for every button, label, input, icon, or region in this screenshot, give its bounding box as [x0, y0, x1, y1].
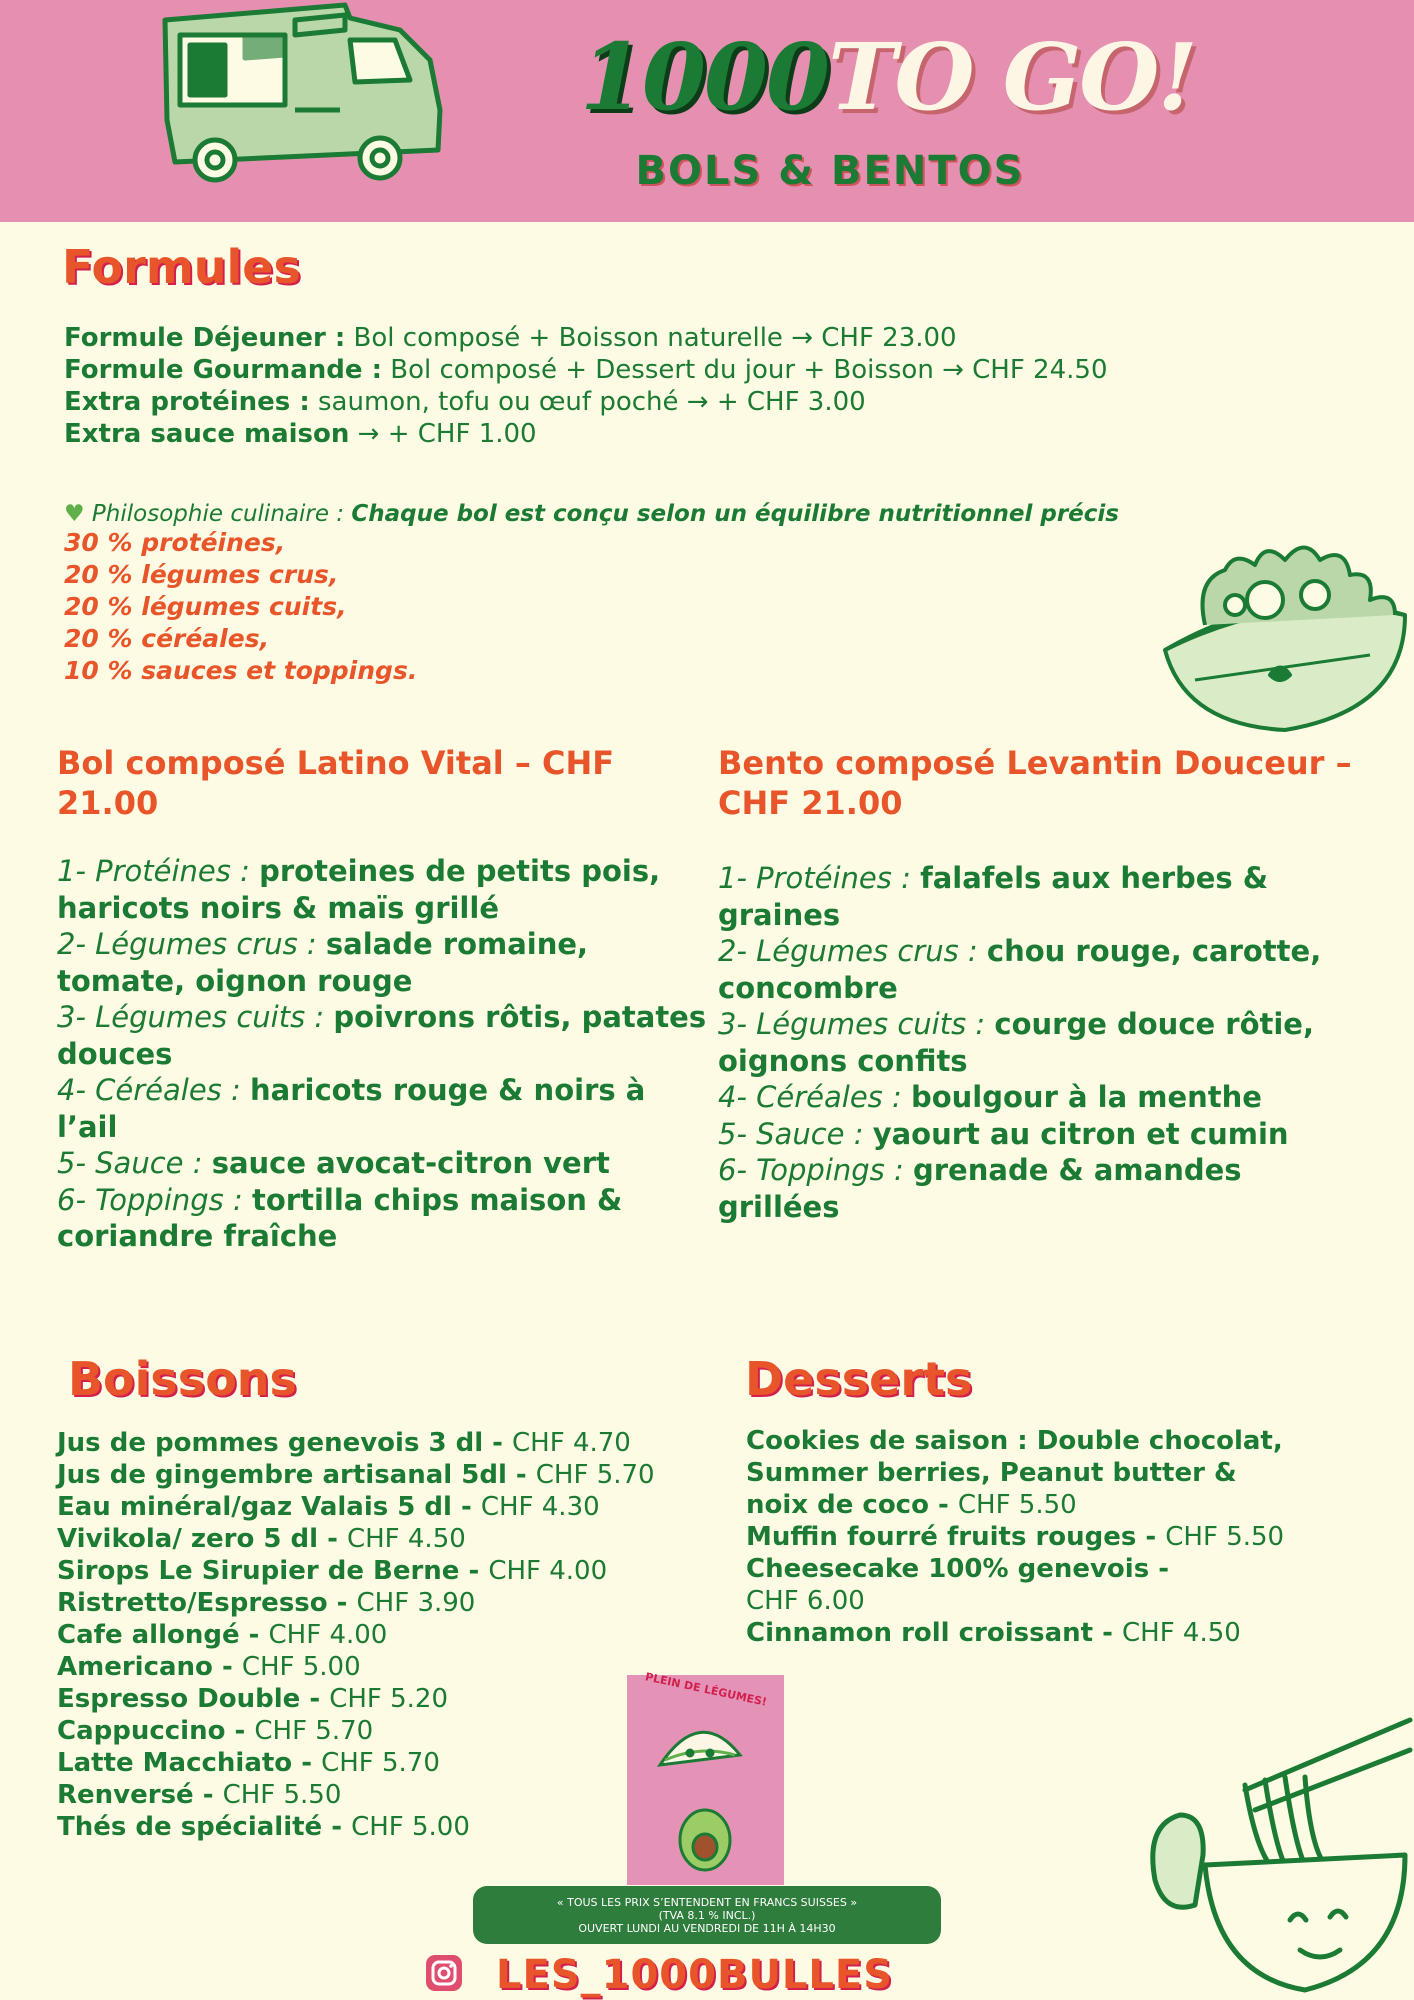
percentage-line: 10 % sauces et toppings. — [64, 656, 418, 685]
footer-line: (TVA 8.1 % INCL.) — [658, 1909, 756, 1922]
formule-line: Formule Déjeuner : Bol composé + Boisson naturelle → CHF 23.00 — [64, 323, 957, 353]
list-item: Vivikola/ zero 5 dl - CHF 4.50 — [57, 1524, 466, 1554]
dessert-line: Muffin fourré fruits rouges - CHF 5.50 — [746, 1522, 1285, 1552]
dessert-line: Summer berries, Peanut butter & — [746, 1458, 1237, 1488]
list-item: 5- Sauce : sauce avocat-citron vert — [57, 1146, 610, 1180]
list-item: Espresso Double - CHF 5.20 — [57, 1684, 449, 1714]
logo-part-2: TO GO! — [828, 23, 1196, 131]
list-item: Sirops Le Sirupier de Berne - CHF 4.00 — [57, 1556, 608, 1586]
dessert-line: noix de coco - CHF 5.50 — [746, 1490, 1077, 1520]
list-item: Americano - CHF 5.00 — [57, 1652, 361, 1682]
list-item: Ristretto/Espresso - CHF 3.90 — [57, 1588, 476, 1618]
tagline: BOLS & BENTOS — [635, 148, 1025, 194]
percentage-line: 20 % céréales, — [64, 624, 270, 653]
formule-line: Extra protéines : saumon, tofu ou œuf poché → + CHF 3.00 — [64, 387, 866, 417]
philosophy-line: ♥ Philosophie culinaire : Chaque bol est conçu selon un équilibre nutritionnel précis — [64, 501, 1119, 527]
desserts-list — [746, 1425, 1346, 1649]
dessert-line: Cinnamon roll croissant - CHF 4.50 — [746, 1618, 1241, 1648]
logo-part-1: 1000 — [580, 23, 829, 131]
list-item: 2- Légumes crus : chou rouge, carotte, concombre — [718, 934, 1322, 1005]
list-item: Renversé - CHF 5.50 — [57, 1780, 342, 1810]
bowl1-list — [57, 853, 707, 1255]
list-item: Cafe allongé - CHF 4.00 — [57, 1620, 388, 1650]
list-item: 4- Céréales : haricots rouge & noirs à l’ail — [57, 1073, 646, 1144]
list-item: Cappuccino - CHF 5.70 — [57, 1716, 374, 1746]
percentage-line: 20 % légumes crus, — [64, 560, 339, 589]
footer-notice — [473, 1886, 941, 1944]
list-item: 4- Céréales : boulgour à la menthe — [718, 1080, 1262, 1114]
formule-line: Extra sauce maison → + CHF 1.00 — [64, 419, 537, 449]
instagram-handle[interactable]: LES_1000BULLES — [496, 1952, 894, 1998]
list-item: Latte Macchiato - CHF 5.70 — [57, 1748, 440, 1778]
formule-line: Formule Gourmande : Bol composé + Dessert du jour + Boisson → CHF 24.50 — [64, 355, 1108, 385]
food-truck-icon — [145, 0, 455, 195]
list-item: 2- Légumes crus : salade romaine, tomate, oignon rouge — [57, 927, 589, 998]
dessert-line: Cookies de saison : Double chocolat, — [746, 1426, 1283, 1456]
percentage-line: 20 % légumes cuits, — [64, 592, 347, 621]
dessert-line: CHF 6.00 — [746, 1586, 865, 1616]
dessert-line: Cheesecake 100% genevois - — [746, 1554, 1170, 1584]
list-item: 3- Légumes cuits : courge douce rôtie, oignons confits — [718, 1007, 1314, 1078]
list-item: 1- Protéines : proteines de petits pois, haricots noirs & maïs grillé — [57, 854, 661, 925]
boissons-title: Boissons — [68, 1352, 297, 1406]
list-item: Thés de spécialité - CHF 5.00 — [57, 1812, 470, 1842]
list-item: Jus de gingembre artisanal 5dl - CHF 5.70 — [57, 1460, 655, 1490]
noodle-bowl-icon — [1135, 1705, 1414, 2000]
list-item: 6- Toppings : grenade & amandes grillées — [718, 1153, 1242, 1224]
bowl1-title: Bol composé Latino Vital – CHF 21.00 — [57, 744, 615, 822]
green-heart-icon: ♥ — [64, 501, 85, 527]
taco-avocado-icon — [640, 1705, 770, 1875]
list-item: 1- Protéines : falafels aux herbes & graines — [718, 861, 1269, 932]
bowl2-title: Bento composé Levantin Douceur – CHF 21.00 — [718, 744, 1352, 822]
list-item: 5- Sauce : yaourt au citron et cumin — [718, 1116, 1289, 1151]
footer-line: OUVERT LUNDI AU VENDREDI DE 11H À 14H30 — [578, 1922, 836, 1935]
poster-text: PLEIN DE LÉGUMES! — [643, 1670, 769, 1709]
desserts-title: Desserts — [745, 1352, 973, 1406]
salad-bowl-icon — [1155, 530, 1414, 740]
list-item: Jus de pommes genevois 3 dl - CHF 4.70 — [57, 1428, 631, 1458]
formules-title: Formules — [62, 240, 301, 294]
list-item: 6- Toppings : tortilla chips maison & coriandre fraîche — [57, 1182, 623, 1253]
list-item: 3- Légumes cuits : poivrons rôtis, patates douces — [57, 1000, 707, 1071]
brand-logo — [580, 20, 1220, 135]
list-item: Eau minéral/gaz Valais 5 dl - CHF 4.30 — [57, 1492, 600, 1522]
bowl2-list — [718, 860, 1368, 1225]
instagram-icon[interactable] — [424, 1953, 464, 1993]
footer-line: « TOUS LES PRIX S’ENTENDENT EN FRANCS SUISSES » — [556, 1896, 858, 1909]
percentage-line: 30 % protéines, — [64, 528, 286, 557]
